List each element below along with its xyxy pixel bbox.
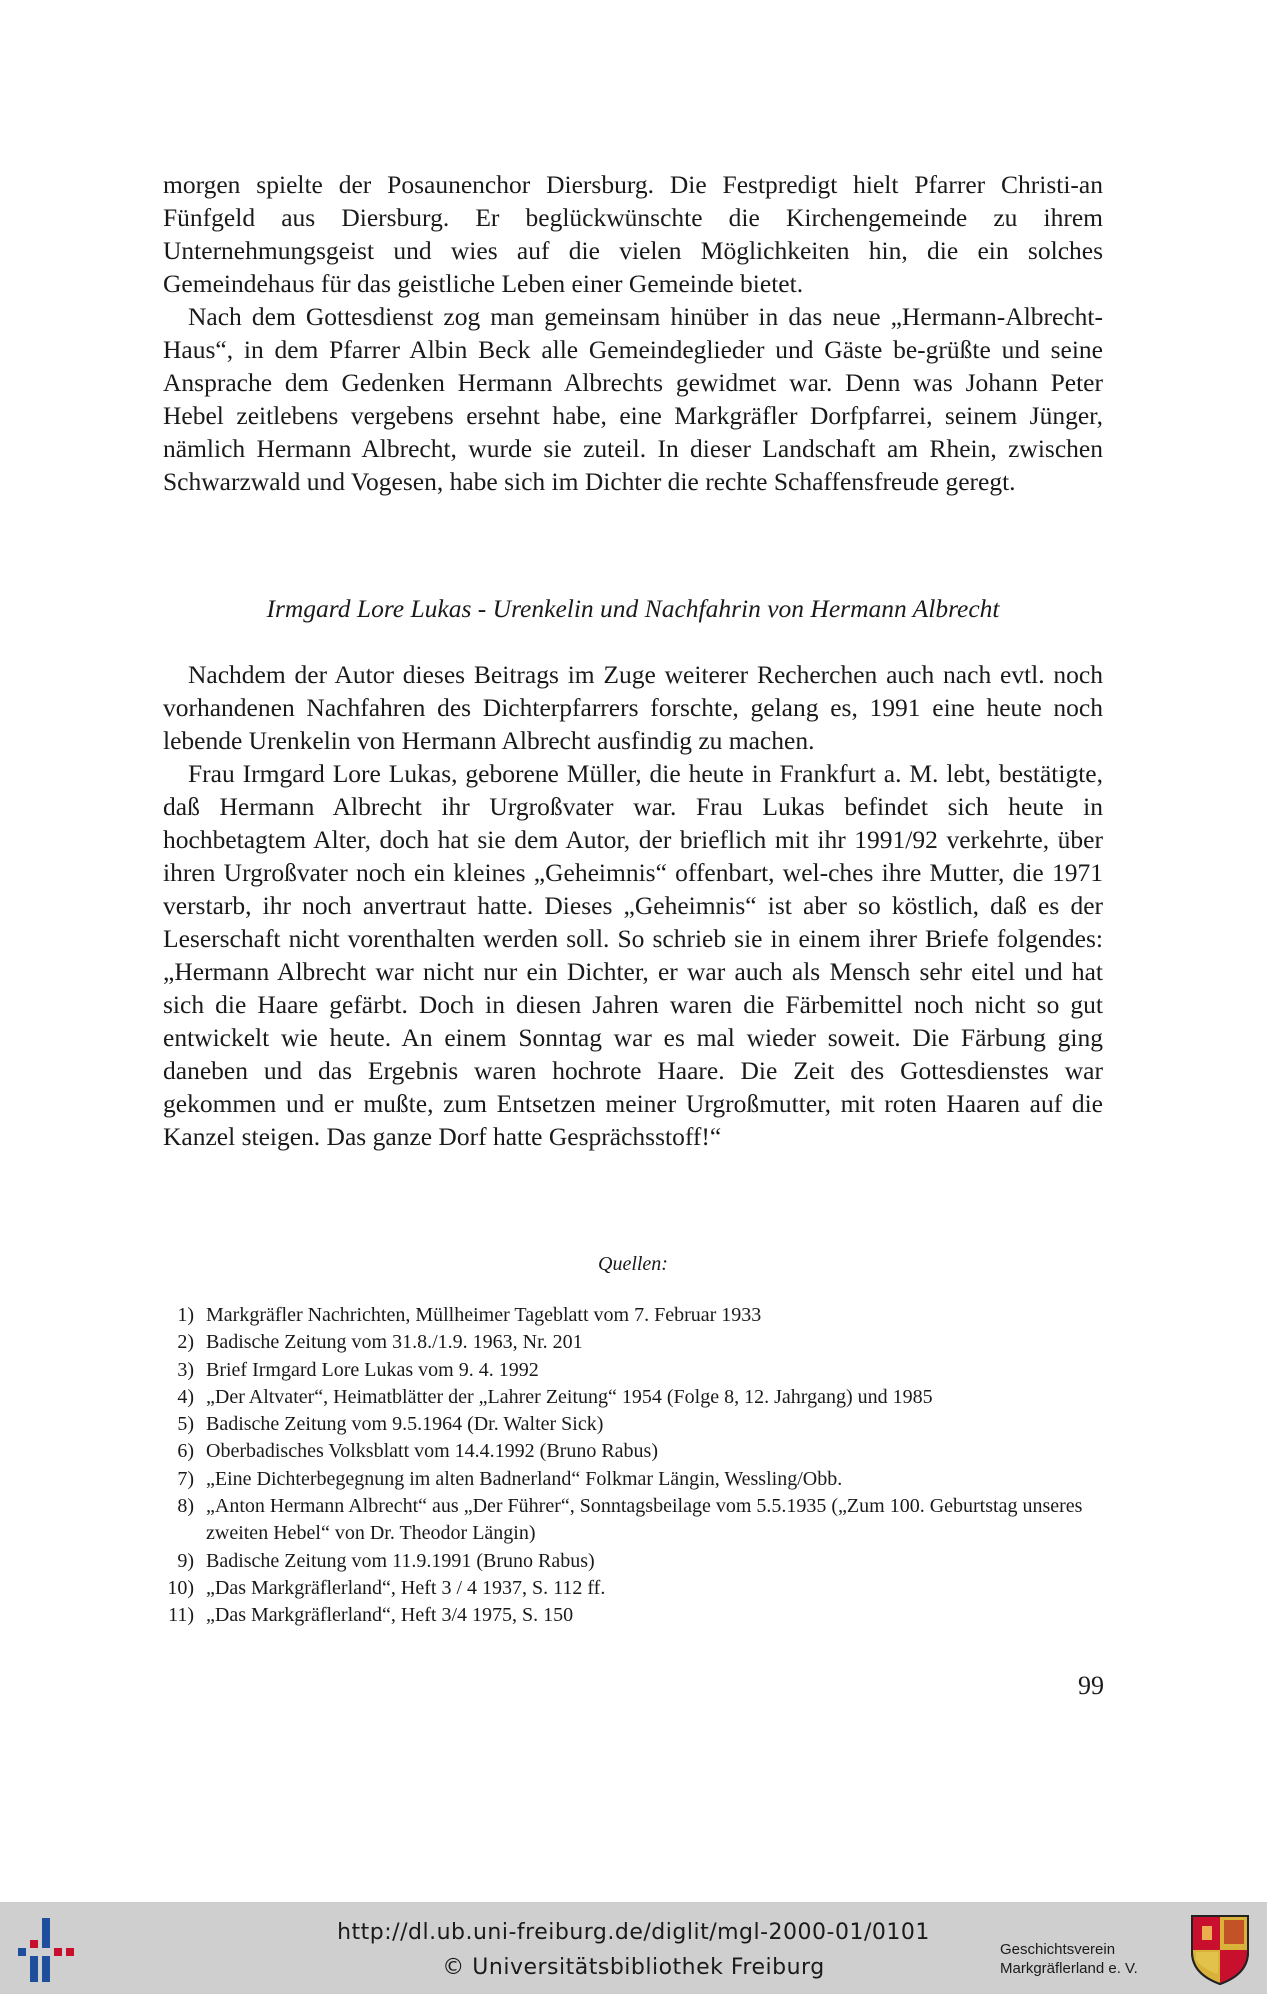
source-text: „Eine Dichterbegegnung im alten Badnerland“ Folkmar Längin, Wessling/Obb.: [206, 1467, 843, 1490]
source-number: 2): [177, 1331, 194, 1354]
source-text: Brief Irmgard Lore Lukas vom 9. 4. 1992: [206, 1358, 539, 1381]
society-line: Markgräflerland e. V.: [1000, 1960, 1138, 1977]
source-number: 8): [177, 1495, 194, 1518]
source-number: 4): [177, 1385, 194, 1408]
coat-of-arms-icon: [1188, 1912, 1252, 1986]
source-item: [160, 1329, 1105, 1356]
source-text: „Der Altvater“, Heimatblätter der „Lahrer Zeitung“ 1954 (Folge 8, 12. Jahrgang) und 1985: [206, 1385, 933, 1408]
source-text: Badische Zeitung vom 31.8./1.9. 1963, Nr. 201: [206, 1331, 583, 1354]
source-number: 10): [167, 1576, 194, 1599]
source-text: „Das Markgräflerland“, Heft 3/4 1975, S. 150: [206, 1604, 574, 1627]
viewer-footer: [0, 1902, 1267, 1994]
paragraph: morgen spielte der Posaunenchor Diersburg. Die Festpredigt hielt Pfarrer Christi-an Fünfgeld aus Diersburg. Er beglückwünschte die Kirchengemeinde zu ihrem Unternehmungsgeist und wies auf die vielen Möglichkeiten hin, die ein solches Gemeindehaus für das geistliche Leben einer Gemeinde bietet.: [163, 170, 1103, 298]
source-item: [160, 1466, 1105, 1493]
source-number: 6): [177, 1440, 194, 1463]
society-line: Geschichtsverein: [1000, 1941, 1116, 1958]
section-heading: Irmgard Lore Lukas - Urenkelin und Nachfahrin von Hermann Albrecht: [266, 594, 1000, 623]
source-item: [160, 1438, 1105, 1465]
source-text: „Das Markgräflerland“, Heft 3 / 4 1937, S. 112 ff.: [206, 1576, 606, 1599]
source-text: Badische Zeitung vom 11.9.1991 (Bruno Rabus): [206, 1549, 595, 1572]
source-item: [160, 1411, 1105, 1438]
copyright-text: © Universitätsbibliothek Freiburg: [442, 1955, 825, 1980]
source-item: [160, 1548, 1105, 1575]
source-number: 9): [177, 1549, 194, 1572]
sources-list: [160, 1302, 1105, 1630]
source-item: [160, 1384, 1105, 1411]
document-url-link[interactable]: http://dl.ub.uni-freiburg.de/diglit/mgl-2000-01/0101: [337, 1920, 930, 1945]
source-number: 3): [177, 1358, 194, 1381]
source-item: [160, 1357, 1105, 1384]
paragraph: Frau Irmgard Lore Lukas, geborene Müller, die heute in Frankfurt a. M. lebt, bestätigte, daß Hermann Albrecht ihr Urgroßvater war. Frau Lukas befindet sich heute in hochbetagtem Alter, doch hat sie dem Autor, der brieflich mit ihr 1991/92 verkehrte, über ihren Urgroßvater noch ein kleines „Geheimnis“ offenbart, wel-ches ihre Mutter, die 1971 verstarb, ihr noch anvertraut hatte. Dieses „Geheimnis“ ist aber so köstlich, daß es der Leserschaft nicht vorenthalten werden soll. So schrieb sie in einem ihrer Briefe folgendes: „Hermann Albrecht war nicht nur ein Dichter, er war auch als Mensch sehr eitel und hat sich die Haare gefärbt. Doch in diesen Jahren waren die Färbemittel noch nicht so gut entwickelt wie heute. An einem Sonntag war es mal wieder soweit. Die Färbung ging daneben und das Ergebnis waren hochrote Haare. Die Zeit des Gottesdienstes war gekommen und er mußte, zum Entsetzen meiner Urgroßmutter, mit roten Haaren auf die Kanzel steigen. Das ganze Dorf hatte Gesprächsstoff!“: [163, 759, 1103, 1151]
source-text: Badische Zeitung vom 9.5.1964 (Dr. Walter Sick): [206, 1413, 604, 1436]
source-text: „Anton Hermann Albrecht“ aus „Der Führer“, Sonntagsbeilage vom 5.5.1935 („Zum 100. Geburtstag unseres zweiten Hebel“ von Dr. Theodor Längin): [206, 1495, 1083, 1545]
source-item: [160, 1302, 1105, 1329]
source-number: 1): [177, 1304, 194, 1326]
intro-section: [163, 168, 1103, 498]
source-item: [160, 1493, 1105, 1548]
source-number: 7): [177, 1467, 194, 1490]
sources-title: Quellen:: [598, 1253, 668, 1275]
paragraph: Nachdem der Autor dieses Beitrags im Zuge weiterer Recherchen auch nach evtl. noch vorhandenen Nachfahren des Dichterpfarrers forschte, gelang es, 1991 eine heute noch lebende Urenkelin von Hermann Albrecht ausfindig zu machen.: [163, 660, 1103, 755]
source-number: 11): [168, 1604, 194, 1627]
source-item: [160, 1575, 1105, 1602]
section-body: [163, 658, 1103, 1153]
source-number: 5): [177, 1413, 194, 1436]
source-text: Markgräfler Nachrichten, Müllheimer Tageblatt vom 7. Februar 1933: [206, 1304, 762, 1326]
page-number: 99: [1078, 1671, 1104, 1700]
paragraph: Nach dem Gottesdienst zog man gemeinsam hinüber in das neue „Hermann-Albrecht-Haus“, in dem Pfarrer Albin Beck alle Gemeindeglieder und Gäste be-grüßte und seine Ansprache dem Gedenken Hermann Albrechts gewidmet war. Denn was Johann Peter Hebel zeitlebens vergebens ersehnt habe, eine Markgräfler Dorfpfarrei, seinem Jünger, nämlich Hermann Albrecht, wurde sie zuteil. In dieser Landschaft am Rhein, zwischen Schwarzwald und Vogesen, habe sich im Dichter die rechte Schaffensfreude geregt.: [163, 302, 1103, 496]
source-text: Oberbadisches Volksblatt vom 14.4.1992 (Bruno Rabus): [206, 1440, 659, 1463]
source-item: [160, 1602, 1105, 1629]
society-name: [1000, 1940, 1180, 1978]
